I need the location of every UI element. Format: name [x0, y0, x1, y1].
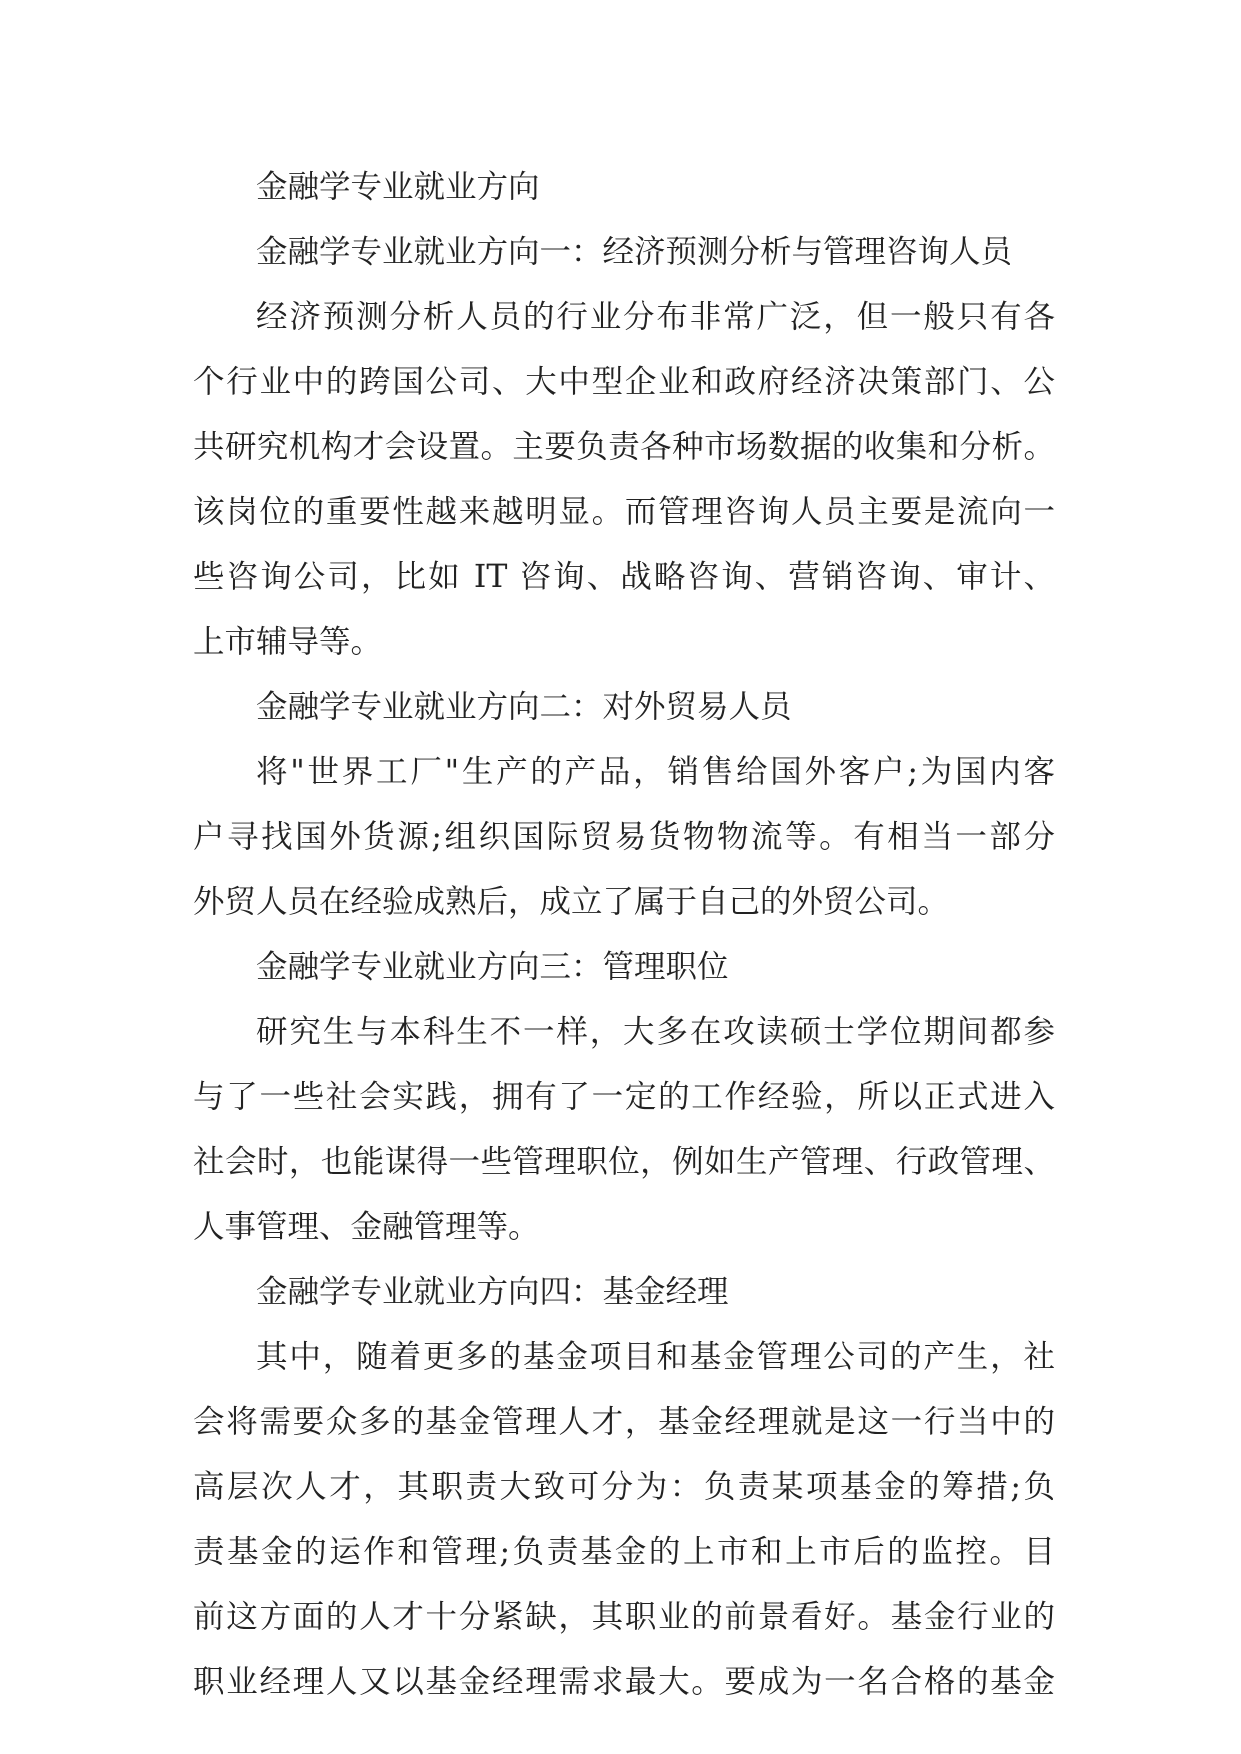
- document-title: 金融学专业就业方向: [256, 169, 540, 205]
- paragraph-line: 上市辅导等。: [193, 624, 383, 660]
- paragraph-line: 些咨询公司，比如 IT 咨询、战略咨询、营销咨询、审计、: [193, 559, 1055, 595]
- paragraph-line: 责基金的运作和管理;负责基金的上市和上市后的监控。目: [193, 1534, 1055, 1570]
- paragraph-line: 该岗位的重要性越来越明显。而管理咨询人员主要是流向一: [193, 494, 1055, 530]
- section-heading-1: 金融学专业就业方向一：经济预测分析与管理咨询人员: [256, 234, 1013, 270]
- paragraph-line: 其中，随着更多的基金项目和基金管理公司的产生，社: [256, 1339, 1055, 1375]
- paragraph-line: 前这方面的人才十分紧缺，其职业的前景看好。基金行业的: [193, 1599, 1055, 1635]
- paragraph-line: 外贸人员在经验成熟后，成立了属于自己的外贸公司。: [193, 884, 950, 920]
- paragraph-line: 将"世界工厂"生产的产品，销售给国外客户;为国内客: [256, 754, 1055, 790]
- paragraph-line: 经济预测分析人员的行业分布非常广泛，但一般只有各: [256, 299, 1055, 335]
- paragraph-line: 人事管理、金融管理等。: [193, 1209, 540, 1245]
- paragraph-line: 研究生与本科生不一样，大多在攻读硕士学位期间都参: [256, 1014, 1055, 1050]
- paragraph-line: 高层次人才，其职责大致可分为：负责某项基金的筹措;负: [193, 1469, 1055, 1505]
- paragraph-line: 共研究机构才会设置。主要负责各种市场数据的收集和分析。: [193, 429, 1055, 465]
- paragraph-line: 户寻找国外货源;组织国际贸易货物物流等。有相当一部分: [193, 819, 1055, 855]
- section-heading-2: 金融学专业就业方向二：对外贸易人员: [256, 689, 792, 725]
- section-heading-3: 金融学专业就业方向三：管理职位: [256, 949, 729, 985]
- section-heading-4: 金融学专业就业方向四：基金经理: [256, 1274, 729, 1310]
- paragraph-line: 会将需要众多的基金管理人才，基金经理就是这一行当中的: [193, 1404, 1055, 1440]
- paragraph-line: 职业经理人又以基金经理需求最大。要成为一名合格的基金: [193, 1664, 1055, 1700]
- document-body: [193, 155, 1055, 1715]
- paragraph-line: 个行业中的跨国公司、大中型企业和政府经济决策部门、公: [193, 364, 1055, 400]
- paragraph-line: 与了一些社会实践，拥有了一定的工作经验，所以正式进入: [193, 1079, 1055, 1115]
- paragraph-line: 社会时，也能谋得一些管理职位，例如生产管理、行政管理、: [193, 1144, 1055, 1180]
